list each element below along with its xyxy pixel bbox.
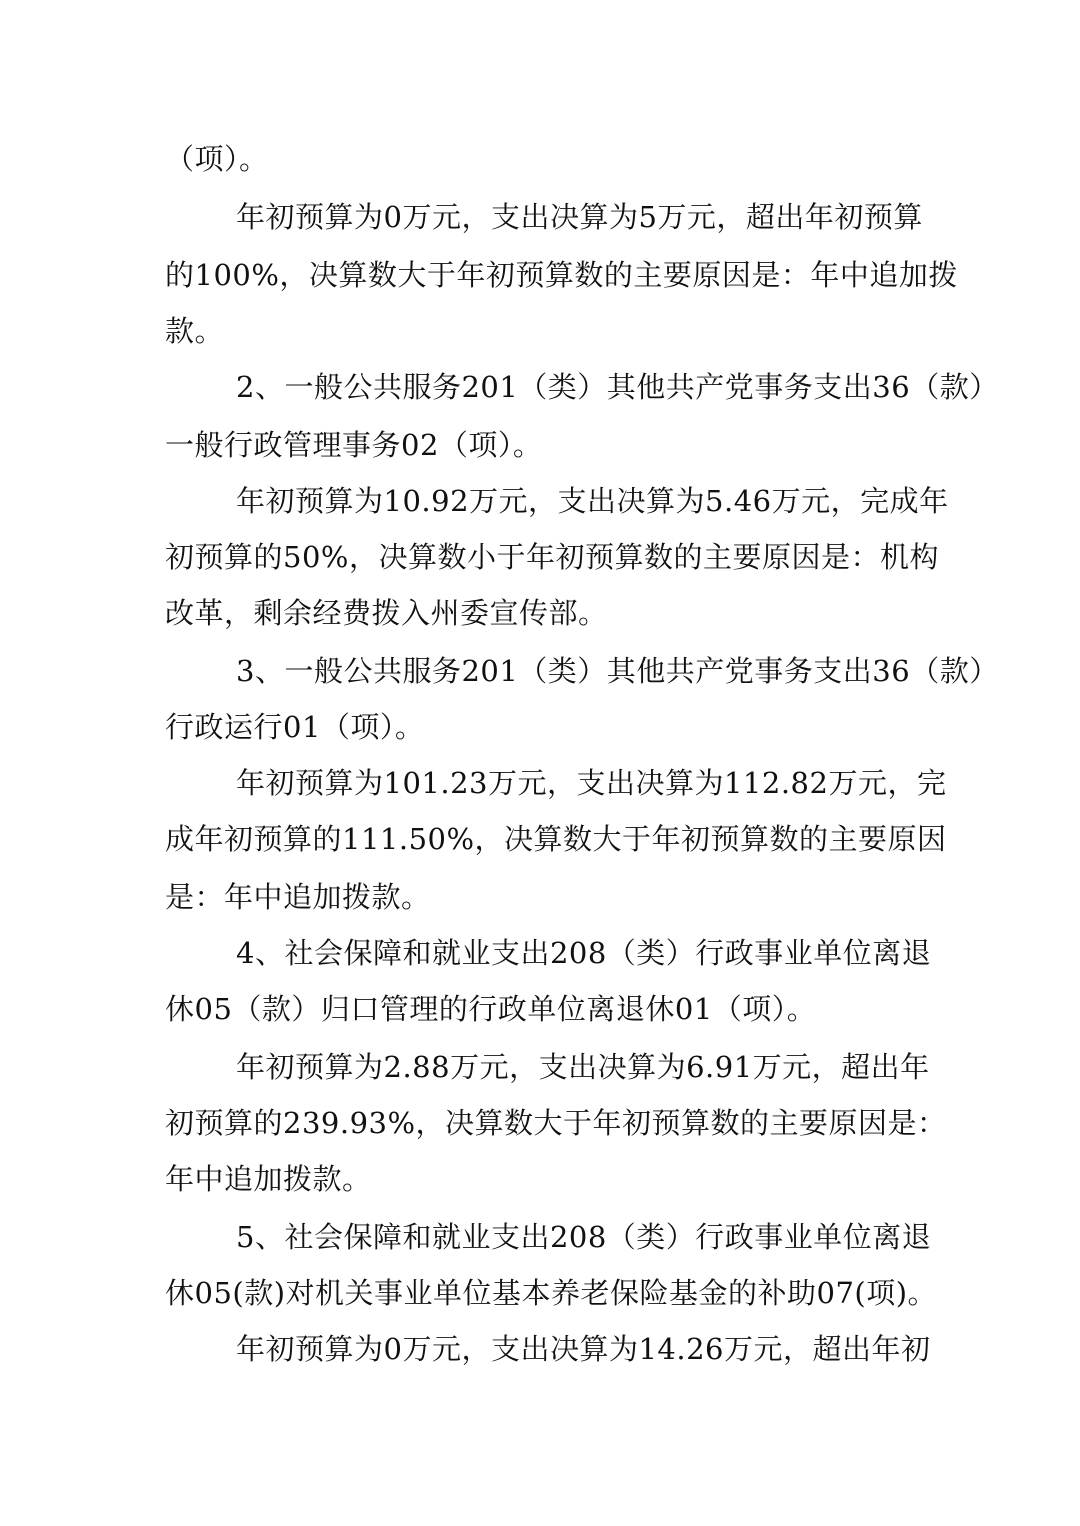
text-line: 初预算的50%，决算数小于年初预算数的主要原因是：机构: [165, 540, 939, 574]
text-line: 款。: [165, 314, 225, 348]
paragraph-line: 年初预算为0万元，支出决算为5万元，超出年初预算: [236, 200, 923, 234]
paragraph-line: 3、一般公共服务201（类）其他共产党事务支出36（款）: [236, 654, 999, 688]
text-line: 休05(款)对机关事业单位基本养老保险基金的补助07(项)。: [165, 1276, 938, 1310]
text-line: 年中追加拨款。: [165, 1162, 372, 1196]
paragraph-line: 5、社会保障和就业支出208（类）行政事业单位离退: [236, 1220, 932, 1254]
paragraph-line: 年初预算为101.23万元，支出决算为112.82万元，完: [236, 766, 947, 800]
text-line: 是：年中追加拨款。: [165, 880, 431, 914]
text-line: 成年初预算的111.50%，决算数大于年初预算数的主要原因: [165, 822, 947, 856]
text-line: 行政运行01（项）。: [165, 710, 425, 744]
text-line: 改革，剩余经费拨入州委宣传部。: [165, 596, 608, 630]
text-line: 一般行政管理事务02（项）。: [165, 428, 543, 462]
paragraph-line: 年初预算为10.92万元，支出决算为5.46万元，完成年: [236, 484, 949, 518]
text-line: 的100%，决算数大于年初预算数的主要原因是：年中追加拨: [165, 258, 958, 292]
paragraph-line: 2、一般公共服务201（类）其他共产党事务支出36（款）: [236, 370, 999, 404]
text-line: （项）。: [165, 142, 269, 176]
text-line: 初预算的239.93%，决算数大于年初预算数的主要原因是：: [165, 1106, 947, 1140]
paragraph-line: 年初预算为0万元，支出决算为14.26万元，超出年初: [236, 1332, 931, 1366]
paragraph-line: 4、社会保障和就业支出208（类）行政事业单位离退: [236, 936, 932, 970]
text-line: 休05（款）归口管理的行政单位离退休01（项）。: [165, 992, 817, 1026]
paragraph-line: 年初预算为2.88万元，支出决算为6.91万元，超出年: [236, 1050, 930, 1084]
